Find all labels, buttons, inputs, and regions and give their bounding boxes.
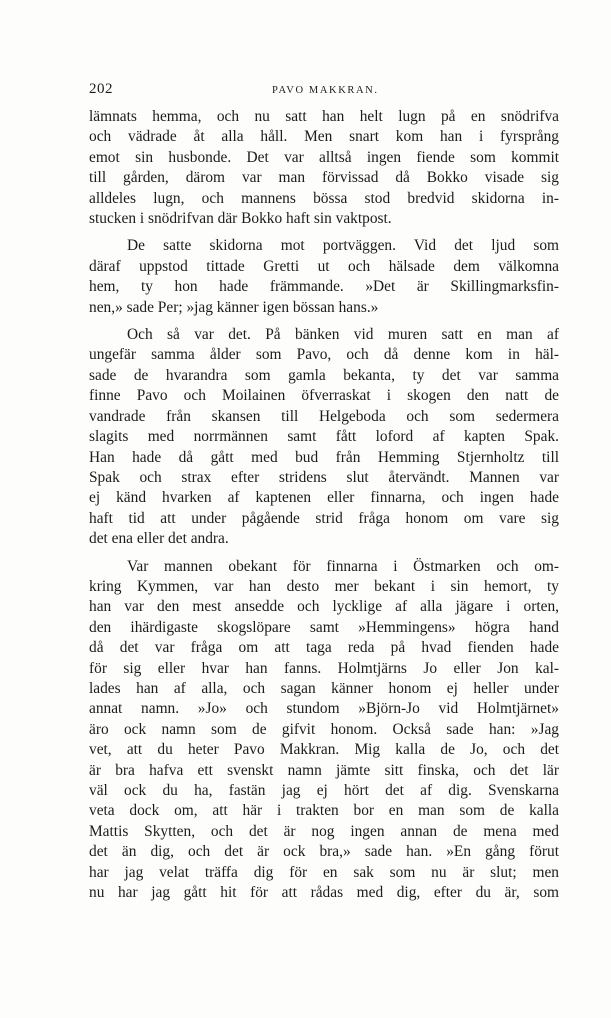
text-line: och vädrade åt alla håll. Men snart kom han i fyrsprång — [89, 128, 559, 146]
text-line: nen,» sade Per; »jag känner igen bössan hans.» — [89, 298, 379, 316]
running-title: PAVO MAKKRAN. — [272, 85, 379, 96]
text-line: emot sin husbonde. Det var alltså ingen fiende som kommit — [89, 148, 559, 166]
text-line: för sig eller hvar han fanns. Holmtjärns Jo eller Jon kal- — [89, 659, 559, 677]
text-line: ej känd hvarken af kaptenen eller finnarna, och ingen hade — [89, 489, 559, 507]
text-line: väl ock du ha, fastän jag ej hört det af dig. Svenskarna — [89, 782, 559, 799]
body-text — [89, 107, 559, 903]
text-line: alldeles lugn, och mannens bössa stod bredvid skidorna in- — [89, 189, 559, 207]
text-line: ungefär samma ålder som Pavo, och då denne kom in häl- — [89, 346, 559, 364]
text-line: slagits med norrmännen samt fått loford af kapten Spak. — [89, 428, 559, 446]
text-line: Var mannen obekant för finnarna i Östmarken och om- — [127, 557, 559, 575]
text-line: hem, ty hon hade främmande. »Det är Skillingmarksfin- — [89, 278, 559, 296]
text-line: lades han af alla, och sagan känner honom ej heller under — [89, 679, 559, 697]
text-line: däraf uppstod tittade Gretti ut och hälsade dem välkomna — [89, 257, 559, 275]
paragraph — [89, 107, 559, 229]
text-line: är bra hafva ett svenskt namn jämte sitt finska, och det lär — [89, 761, 559, 779]
paragraph — [89, 325, 559, 549]
text-line: det än dig, och det är ock bra,» sade han. »En gång förut — [89, 843, 559, 861]
text-line: stucken i snödrifvan där Bokko haft sin vaktpost. — [89, 210, 392, 228]
text-line: haft tid att under pågående strid fråga honom om vare sig — [89, 509, 559, 527]
text-line: sade de hvarandra som gamla bekanta, ty det var samma — [89, 366, 559, 384]
text-line: det ena eller det andra. — [89, 530, 229, 548]
text-line: Mattis Skytten, och det är nog ingen annan de mena med — [89, 822, 559, 840]
text-line: har jag velat träffa dig för en sak som nu är slut; men — [89, 863, 559, 881]
text-line: finne Pavo och Moilainen öfverraskat i skogen den natt de — [89, 387, 559, 405]
paragraph — [89, 236, 559, 318]
text-line: då det var fråga om att taga reda på hvad fienden hade — [89, 639, 559, 657]
text-line: vet, att du heter Pavo Makkran. Mig kalla de Jo, och det — [89, 741, 559, 759]
text-line: Och så var det. På bänken vid muren satt en man af — [127, 326, 559, 344]
text-line: De satte skidorna mot portväggen. Vid det ljud som — [127, 237, 559, 255]
text-line: Spak och strax efter stridens slut återvändt. Mannen var — [89, 468, 559, 486]
text-line: annat namn. »Jo» och stundom »Björn-Jo vid Holmtjärnet» — [89, 700, 559, 718]
text-line: veta dock om, att här i trakten bor en man som de kalla — [89, 802, 559, 820]
paragraph — [89, 557, 559, 904]
text-line: lämnats hemma, och nu satt han helt lugn på en snödrifva — [89, 108, 559, 125]
text-line: den ihärdigaste skogslöpare samt »Hemmingens» högra hand — [89, 618, 559, 636]
text-line: äro ock namn som de gifvit honom. Också sade han: »Jag — [89, 720, 559, 738]
text-line: kring Kymmen, var han desto mer bekant i sin hemort, ty — [89, 577, 559, 595]
page-number: 202 — [89, 81, 113, 97]
text-line: nu har jag gått hit för att rådas med dig, efter du är, som — [89, 884, 559, 902]
text-line: han var den mest ansedde och lycklige af alla jägare i orten, — [89, 598, 559, 616]
text-line: till gården, därom var man förvissad då Bokko visade sig — [89, 169, 559, 187]
page-header — [89, 81, 559, 103]
text-line: vandrade från skansen till Helgeboda och som sedermera — [89, 407, 559, 425]
text-line: Han hade då gått med bud från Hemming Stjernholtz till — [89, 448, 559, 466]
